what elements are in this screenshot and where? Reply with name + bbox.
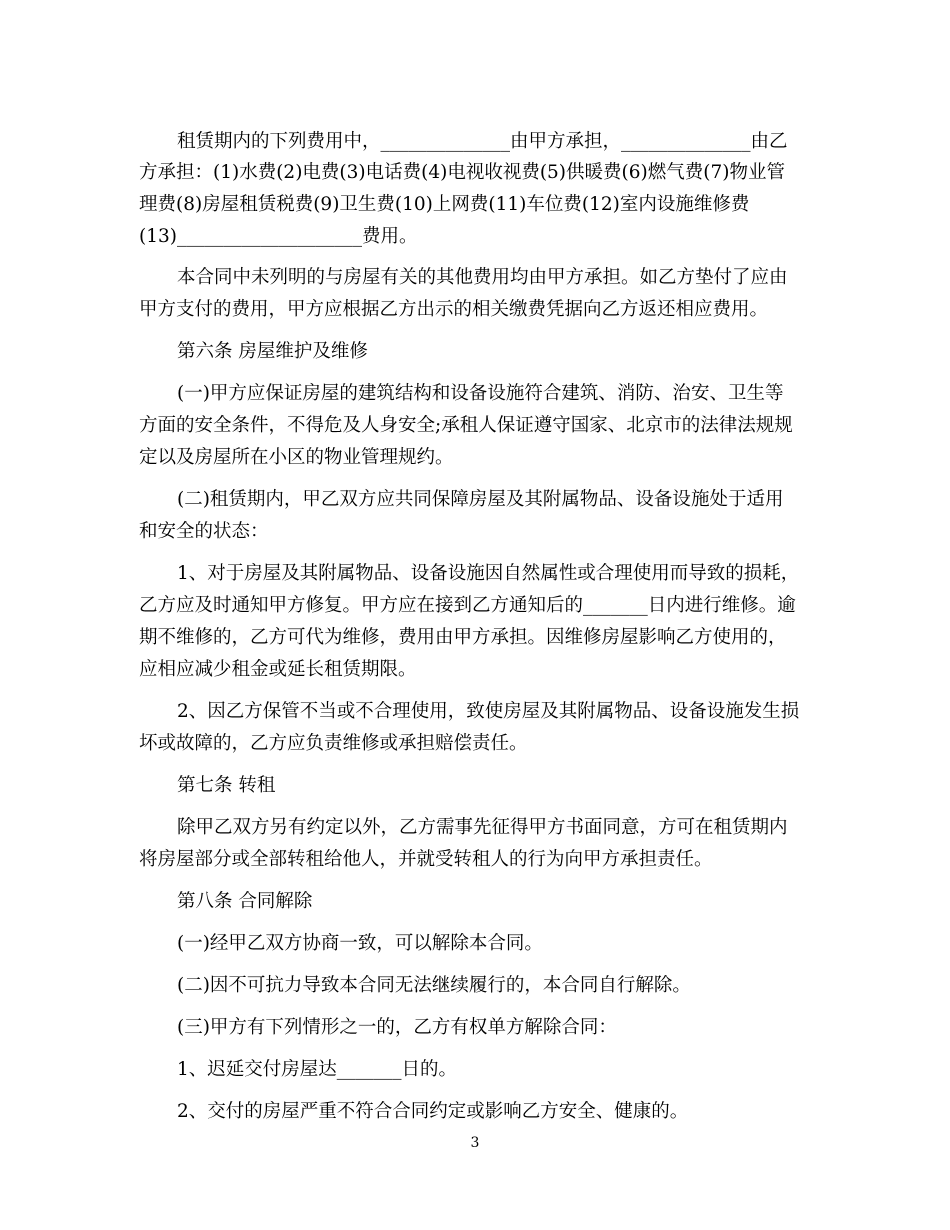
paragraph-line: (一)经甲乙双方协商一致，可以解除本合同。 bbox=[177, 933, 543, 954]
paragraph-line: 将房屋部分或全部转租给他人，并就受转租人的行为向甲方承担责任。 bbox=[139, 849, 713, 870]
paragraph-line: 方承担：(1)水费(2)电费(3)电话费(4)电视收视费(5)供暖费(6)燃气费(7)物业管 bbox=[139, 162, 785, 183]
paragraph-line: 2、交付的房屋严重不符合合同约定或影响乙方安全、健康的。 bbox=[177, 1101, 689, 1122]
paragraph-line: (二)因不可抗力导致本合同无法继续履行的，本合同自行解除。 bbox=[177, 975, 691, 996]
paragraph-line: 乙方应及时通知甲方修复。甲方应在接到乙方通知后的_______日内进行维修。逾 bbox=[139, 595, 796, 616]
paragraph-line: (一)甲方应保证房屋的建筑结构和设备设施符合建筑、消防、治安、卫生等 bbox=[177, 383, 784, 404]
paragraph-line: 本合同中未列明的与房屋有关的其他费用均由甲方承担。如乙方垫付了应由 bbox=[177, 267, 788, 288]
section-heading: 第七条 转租 bbox=[177, 775, 276, 796]
section-heading: 第八条 合同解除 bbox=[177, 891, 313, 912]
paragraph-line: 2、因乙方保管不当或不合理使用，致使房屋及其附属物品、设备设施发生损 bbox=[177, 701, 800, 722]
page-number: 3 bbox=[470, 1135, 480, 1151]
paragraph-line: 租赁期内的下列费用中，______________由甲方承担，______________由乙 bbox=[177, 131, 788, 152]
paragraph-line: 应相应减少租金或延长租赁期限。 bbox=[139, 659, 417, 680]
paragraph-line: 除甲乙双方另有约定以外，乙方需事先征得甲方书面同意，方可在租赁期内 bbox=[177, 817, 788, 838]
paragraph-line: 和安全的状态： bbox=[139, 521, 269, 542]
paragraph-line: 甲方支付的费用，甲方应根据乙方出示的相关缴费凭据向乙方返还相应费用。 bbox=[139, 299, 769, 320]
paragraph-line: (13)____________________费用。 bbox=[139, 226, 418, 247]
paragraph-line: 方面的安全条件，不得危及人身安全;承租人保证遵守国家、北京市的法律法规规 bbox=[139, 415, 793, 436]
paragraph-line: 定以及房屋所在小区的物业管理规约。 bbox=[139, 447, 454, 468]
paragraph-line: 1、对于房屋及其附属物品、设备设施因自然属性或合理使用而导致的损耗， bbox=[177, 563, 800, 584]
paragraph-line: 理费(8)房屋租赁税费(9)卫生费(10)上网费(11)车位费(12)室内设施维修费 bbox=[139, 194, 750, 215]
paragraph-line: (三)甲方有下列情形之一的，乙方有权单方解除合同： bbox=[177, 1017, 617, 1038]
section-heading: 第六条 房屋维护及维修 bbox=[177, 341, 368, 362]
paragraph-line: (二)租赁期内，甲乙双方应共同保障房屋及其附属物品、设备设施处于适用 bbox=[177, 489, 784, 510]
paragraph-line: 期不维修的，乙方可代为维修，费用由甲方承担。因维修房屋影响乙方使用的， bbox=[139, 627, 787, 648]
paragraph-line: 1、迟延交付房屋达_______日的。 bbox=[177, 1059, 458, 1080]
paragraph-line: 坏或故障的，乙方应负责维修或承担赔偿责任。 bbox=[139, 733, 528, 754]
